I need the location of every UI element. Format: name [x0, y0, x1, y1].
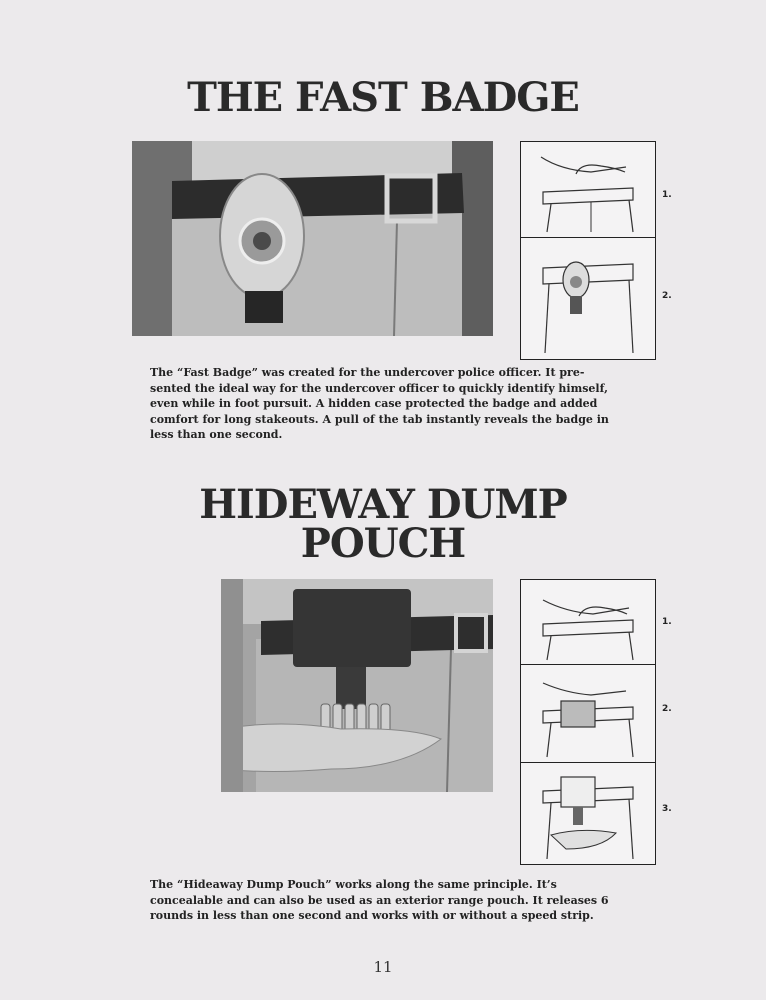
dump-pouch-step-3-illustration: [521, 762, 655, 864]
dump-pouch-steps: [520, 579, 656, 865]
dump-pouch-step-1-illustration: [521, 580, 655, 664]
paragraph-line: comfort for long stakeouts. A pull of the tab instantly reveals the badge in: [150, 412, 609, 426]
fast-badge-step-2-illustration: [521, 237, 655, 359]
fast-badge-step-1-illustration: [521, 142, 655, 237]
fast-badge-photo: [132, 141, 493, 336]
dump-pouch-step-1-label: 1.: [662, 617, 672, 627]
dump-pouch-step-3-label: 3.: [662, 804, 672, 814]
paragraph-line: even while in foot pursuit. A hidden case protected the badge and added: [150, 397, 598, 410]
paragraph-line: The “Hideaway Dump Pouch” works along the same principle. It’s: [150, 878, 557, 891]
fast-badge-title: THE FAST BADGE: [187, 74, 579, 121]
page-number: 11: [373, 958, 393, 976]
dump-pouch-description: [150, 877, 620, 924]
paragraph-line: concealable and can also be used as an exterior range pouch. It releases 6: [150, 893, 609, 907]
dump-pouch-step-2-illustration: [521, 664, 655, 762]
fast-badge-description: [150, 365, 620, 443]
paragraph-line: The “Fast Badge” was created for the undercover police officer. It pre-: [150, 366, 585, 379]
paragraph-line: sented the ideal way for the undercover officer to quickly identify himself,: [150, 381, 608, 395]
fast-badge-steps: [520, 141, 656, 360]
dump-pouch-photo: [221, 579, 493, 792]
dump-pouch-step-2-label: 2.: [662, 704, 672, 714]
paragraph-line: rounds in less than one second and works with or without a speed strip.: [150, 909, 594, 922]
fast-badge-step-1-label: 1.: [662, 190, 672, 200]
fast-badge-step-2-label: 2.: [662, 291, 672, 301]
dump-pouch-title-line1: HIDEWAY DUMP: [199, 481, 567, 528]
paragraph-line: less than one second.: [150, 428, 283, 441]
dump-pouch-title-line2: POUCH: [300, 520, 466, 567]
